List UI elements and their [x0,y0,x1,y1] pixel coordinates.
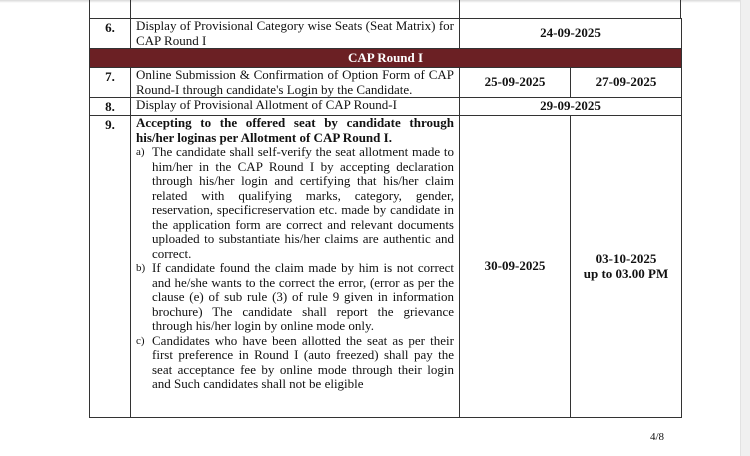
row-start-date: 30-09-2025 [460,116,571,418]
section-header-row [90,49,682,68]
row-number: 8. [90,98,131,116]
row-start-date: 25-09-2025 [460,68,571,98]
scrollbar-track[interactable] [740,0,750,456]
row-description: Online Submission & Confirmation of Option Form of CAP Round-I through candidate's Login by the Candidate. [131,68,460,98]
table-row [90,19,682,49]
list-item [136,145,454,261]
item-text: The candidate shall self-verify the seat allotment made to him/her in the CAP Round I by accepting declaration through his/her login and certifying that his/her claim related with qualifying marks, category, gender, reservation, specificreservation etc. made by candidate in the application form are correct and relevant documents uploaded to substantiate his/her claims are authentic and correct. [152,144,454,261]
table-row [90,68,682,98]
row-end-date: 27-09-2025 [571,68,682,98]
item-label: b) [136,262,146,274]
table-row [90,98,682,116]
row-title: Accepting to the offered seat by candidate through his/her loginas per Allotment of CAP Round I. [136,115,454,145]
table-row [90,116,682,418]
list-item [136,334,454,392]
list-item [136,261,454,334]
item-text: Candidates who have been allotted the seat as per their first preference in Round I (auto freezed) shall pay the seat acceptance fee by online mode through their login and Such candidates shall not be eligible [152,332,454,391]
previous-row-stub [89,0,681,18]
item-label: c) [136,334,145,347]
row-end-date [571,116,682,418]
row-description: Display of Provisional Category wise Seats (Seat Matrix) for CAP Round I [131,19,460,49]
row-date: 24-09-2025 [460,19,682,49]
item-label: a) [136,146,145,158]
row-number: 7. [90,68,131,98]
row-description: Display of Provisional Allotment of CAP Round-I [131,98,460,116]
section-title: CAP Round I [90,49,682,68]
end-date: 03-10-2025 [595,251,657,266]
schedule-table [89,18,682,418]
row-date: 29-09-2025 [460,98,682,116]
item-text: If candidate found the claim made by him is not correct and he/she wants to the correct the error, (error as per the clause (e) of sub rule (3) of rule 9 given in information brochure) The candidate shall report the grievance through his/her login by online mode only. [152,260,454,333]
row-number: 9. [90,116,131,418]
page-number: 4/8 [650,431,665,443]
row-number: 6. [90,19,131,49]
end-time: up to 03.00 PM [583,265,669,281]
row-description [131,116,460,418]
